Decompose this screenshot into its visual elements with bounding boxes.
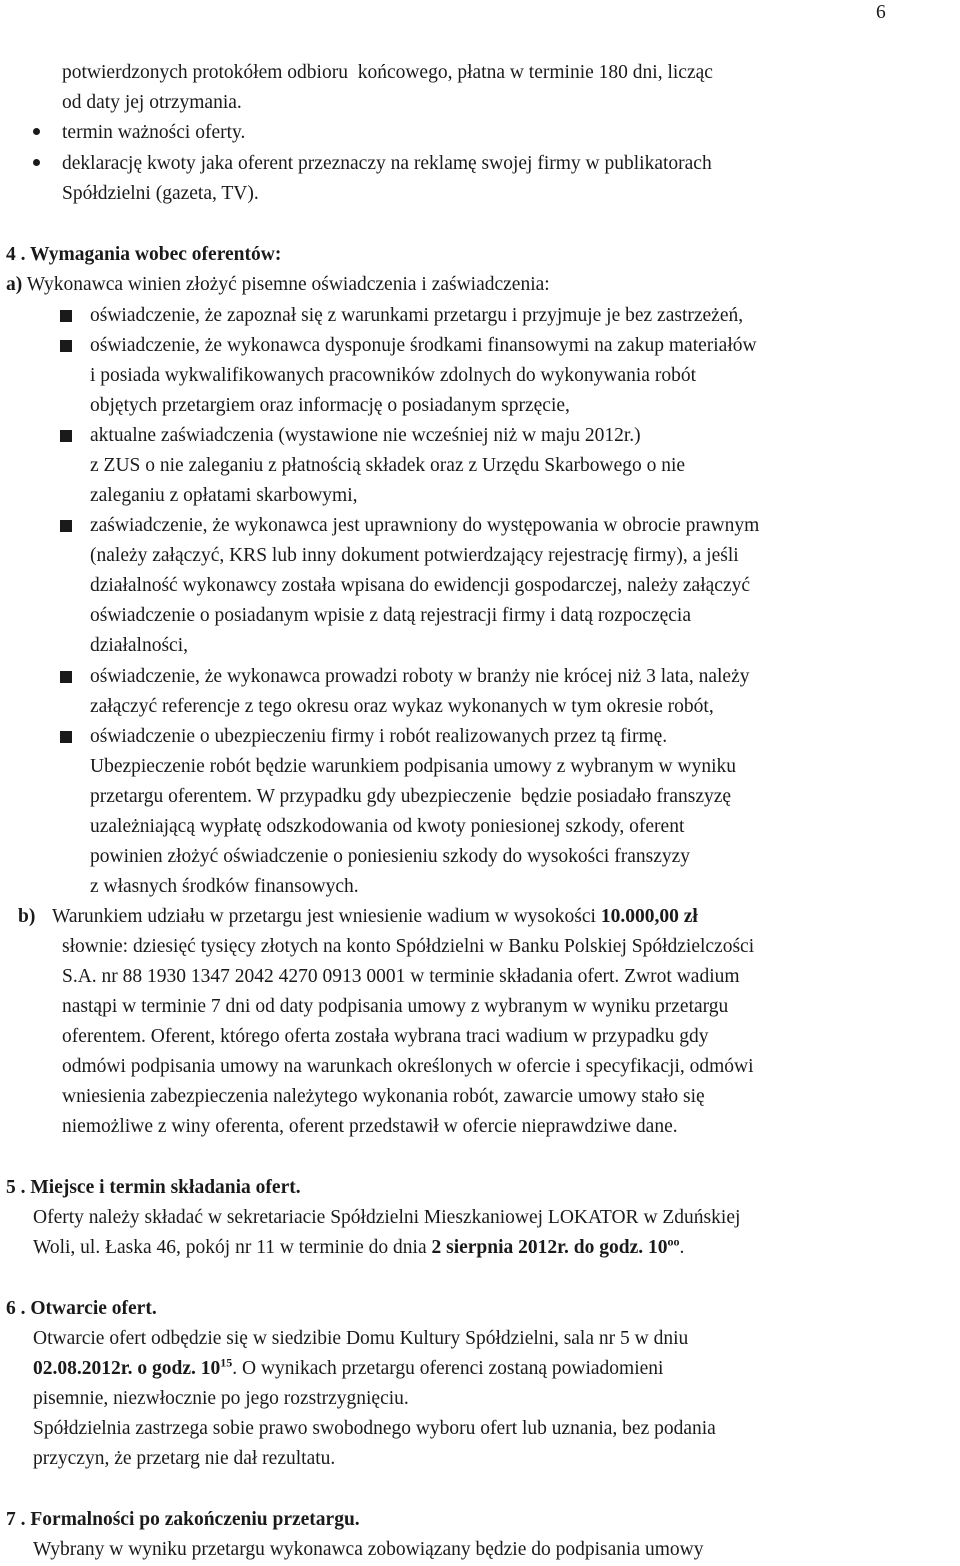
item-text: (należy załączyć, KRS lub inny dokument potwierdzający rejestrację firmy), a jeśli xyxy=(90,545,739,566)
text-line: Oferty należy składać w sekretariacie Spółdzielni Mieszkaniowej LOKATOR w Zduńskiej xyxy=(33,1207,741,1228)
page-number: 6 xyxy=(876,2,886,23)
item-text: Warunkiem udziału w przetargu jest wniesienie wadium w wysokości xyxy=(52,906,601,927)
opening-date: 02.08.2012r. o godz. 10 xyxy=(33,1358,221,1379)
section-heading: 5 . Miejsce i termin składania ofert. xyxy=(6,1177,301,1198)
item-text: działalności, xyxy=(90,635,189,656)
text-line: od daty jej otrzymania. xyxy=(62,92,242,113)
square-bullet-icon xyxy=(60,430,72,442)
square-bullet-icon xyxy=(60,671,72,683)
square-bullet-icon xyxy=(60,520,72,532)
item-text: zaleganiu z opłatami skarbowymi, xyxy=(90,485,358,506)
text-line: potwierdzonych protokółem odbioru końcowego, płatna w terminie 180 dni, licząc xyxy=(62,62,713,83)
item-text: oświadczenie, że zapoznał się z warunkami przetargu i przyjmuje je bez zastrzeżeń, xyxy=(90,305,744,326)
section-heading: 4 . Wymagania wobec oferentów: xyxy=(6,244,282,265)
item-text: oświadczenie o posiadanym wpisie z datą rejestracji firmy i datą rozpoczęcia xyxy=(90,605,691,626)
item-text: oświadczenie, że wykonawca dysponuje środkami finansowymi na zakup materiałów xyxy=(90,335,757,356)
bullet-icon xyxy=(33,159,40,166)
item-text: niemożliwe z winy oferenta, oferent przedstawił w ofercie nieprawdziwe dane. xyxy=(62,1116,678,1137)
text-line-opening xyxy=(33,1354,663,1384)
item-text: przetargu oferentem. W przypadku gdy ubezpieczenie będzie posiadało franszyzę xyxy=(90,786,732,807)
item-text: powinien złożyć oświadczenie o poniesieniu szkody do wysokości franszyzy xyxy=(90,846,691,867)
text-span: . xyxy=(679,1237,685,1258)
text-line-deadline xyxy=(33,1233,684,1263)
item-text: słownie: dziesięć tysięcy złotych na konto Spółdzielni w Banku Polskiej Spółdzielczości xyxy=(62,936,755,957)
item-text: zaświadczenie, że wykonawca jest uprawniony do występowania w obrocie prawnym xyxy=(90,515,760,536)
text-line: pisemnie, niezwłocznie po jego rozstrzygnięciu. xyxy=(33,1388,409,1409)
opening-minutes: 15 xyxy=(220,1355,233,1370)
text-line: Wybrany w wyniku przetargu wykonawca zobowiązany będzie do podpisania umowy xyxy=(33,1539,704,1560)
bullet-icon xyxy=(33,128,40,135)
text-line: Otwarcie ofert odbędzie się w siedzibie Domu Kultury Spółdzielni, sala nr 5 w dniu xyxy=(33,1328,689,1349)
bullet-text: Spółdzielni (gazeta, TV). xyxy=(62,183,259,204)
item-text: działalność wykonawcy została wpisana do ewidencji gospodarczej, należy załączyć xyxy=(90,575,751,596)
item-text: aktualne zaświadczenia (wystawione nie wcześniej niż w maju 2012r.) xyxy=(90,425,641,446)
wadium-amount: 10.000,00 zł xyxy=(600,906,698,927)
item-text: i posiada wykwalifikowanych pracowników zdolnych do wykonywania robót xyxy=(90,365,696,386)
item-text: uzależniającą wypłatę odszkodowania od kwoty poniesionej szkody, oferent xyxy=(90,816,685,837)
section-heading: 7 . Formalności po zakończeniu przetargu. xyxy=(6,1509,360,1530)
subsection-a xyxy=(6,270,550,300)
text-line: przyczyn, że przetarg nie dał rezultatu. xyxy=(33,1448,336,1469)
item-text: odmówi podpisania umowy na warunkach określonych w ofercie i specyfikacji, odmówi xyxy=(62,1056,754,1077)
square-bullet-icon xyxy=(60,310,72,322)
item-text: wniesienia zabezpieczenia należytego wykonania robót, zawarcie umowy stało się xyxy=(62,1086,705,1107)
deadline-minutes: oo xyxy=(667,1234,680,1249)
item-text: załączyć referencje z tego okresu oraz wykaz wykonanych w tym okresie robót, xyxy=(90,696,714,717)
item-text: Ubezpieczenie robót będzie warunkiem podpisania umowy z wybranym w wyniku xyxy=(90,756,737,777)
text-span: Woli, ul. Łaska 46, pokój nr 11 w terminie do dnia xyxy=(33,1237,432,1258)
subsection-label: a) xyxy=(6,274,23,295)
section-heading: 6 . Otwarcie ofert. xyxy=(6,1298,157,1319)
item-text: oświadczenie o ubezpieczeniu firmy i robót realizowanych przez tą firmę. xyxy=(90,726,668,747)
item-text: z ZUS o nie zaleganiu z płatnością składek oraz z Urzędu Skarbowego o nie xyxy=(90,455,686,476)
square-bullet-icon xyxy=(60,731,72,743)
text-span: . O wynikach przetargu oferenci zostaną powiadomieni xyxy=(232,1358,664,1379)
item-text: objętych przetargiem oraz informację o posiadanym sprzęcie, xyxy=(90,395,570,416)
text-line: Spółdzielnia zastrzega sobie prawo swobodnego wyboru ofert lub uznania, bez podania xyxy=(33,1418,716,1439)
bullet-text: deklarację kwoty jaka oferent przeznaczy na reklamę swojej firmy w publikatorach xyxy=(62,153,712,174)
subsection-text: Wykonawca winien złożyć pisemne oświadczenia i zaświadczenia: xyxy=(22,274,550,295)
subsection-label: b) xyxy=(18,906,36,927)
item-text: oferentem. Oferent, którego oferta została wybrana traci wadium w przypadku gdy xyxy=(62,1026,709,1047)
square-bullet-icon xyxy=(60,340,72,352)
item-text: z własnych środków finansowych. xyxy=(90,876,359,897)
subsection-b-first-line xyxy=(52,902,698,932)
item-text: S.A. nr 88 1930 1347 2042 4270 0913 0001 w terminie składania ofert. Zwrot wadium xyxy=(62,966,740,987)
deadline: 2 sierpnia 2012r. do godz. 10 xyxy=(431,1237,668,1258)
item-text: nastąpi w terminie 7 dni od daty podpisania umowy z wybranym w wyniku przetargu xyxy=(62,996,729,1017)
bullet-text: termin ważności oferty. xyxy=(62,122,246,143)
item-text: oświadczenie, że wykonawca prowadzi roboty w branży nie krócej niż 3 lata, należy xyxy=(90,666,750,687)
